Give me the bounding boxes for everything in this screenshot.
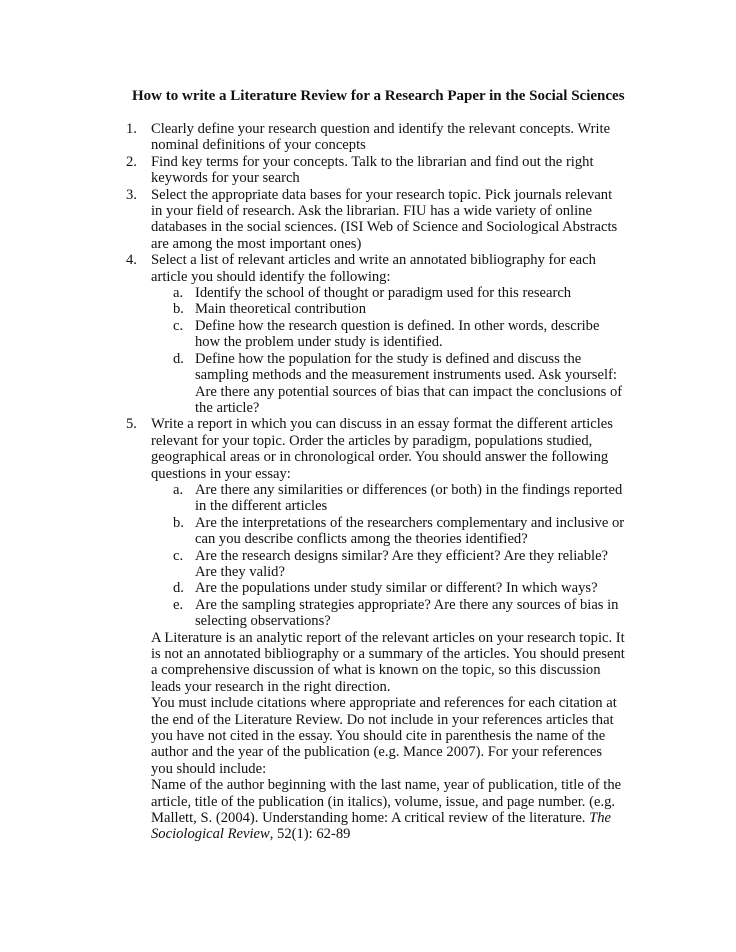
sub-item-letter: c. (173, 317, 184, 334)
list-item-text: Find key terms for your concepts. Talk to the librarian and find out the right keywords for your search (151, 153, 594, 187)
reference-text: Name of the author beginning with the last name, year of publication, title of the article, title of the publication (in italics), volume, issue, and page number. (e.g. Mallett, S. (2004). Understanding home: A critical review of the literature. (151, 777, 622, 827)
sub-item-4d (126, 351, 626, 417)
sub-item-letter: d. (173, 580, 184, 597)
sub-item-text: Are the populations under study similar or different? In which ways? (195, 580, 598, 597)
sub-item-text: Identify the school of thought or paradigm used for this research (195, 285, 572, 302)
sub-item-text: Are the interpretations of the researchers complementary and inclusive or can you describe conflicts among the theories identified? (195, 514, 625, 548)
sub-item-5d (126, 580, 626, 596)
sub-item-5c (126, 548, 626, 581)
list-number: 2. (126, 153, 137, 170)
reference-journal: The Sociological Review (151, 810, 611, 843)
list-item-text: Clearly define your research question and identify the relevant concepts. Write nominal definitions of your concepts (151, 121, 611, 154)
list-number: 5. (126, 416, 137, 433)
list-item-text: Write a report in which you can discuss in an essay format the different articles relevant for your topic. Order the articles by paradigm, populations studied, geographical areas or in chronological order. You should answer the following questions in your essay: (151, 416, 613, 482)
list-item-text: Select a list of relevant articles and write an annotated bibliography for each article you should identify the following: (151, 252, 596, 285)
sub-item-letter: b. (173, 514, 184, 531)
paragraph-citations: You must include citations where appropriate and references for each citation at the end of the Literature Review. Do not include in your references articles that you have not cited in the essay. You should cite in parenthesis the name of the author and the year of the publication (e.g. Mance 2007). For your references you should include: (151, 695, 617, 777)
sub-item-text: Define how the research question is defined. In other words, describe how the problem under study is identified. (195, 317, 600, 351)
list-number: 1. (126, 121, 137, 137)
sub-item-5b (126, 515, 626, 548)
sub-item-letter: e. (173, 596, 184, 613)
list-number: 4. (126, 252, 137, 269)
reference-tail: , 52(1): 62-89 (269, 826, 351, 843)
list-number: 3. (126, 186, 137, 203)
sub-item-4b (126, 301, 626, 317)
list-item-2 (126, 154, 626, 187)
list-item-3 (126, 187, 626, 253)
sub-item-text: Define how the population for the study is defined and discuss the sampling methods and the measurement instruments used. Ask yourself: Are there any potential sources of bias that can impact the conclusions of the article? (195, 350, 623, 416)
sub-item-text: Are the sampling strategies appropriate? Are there any sources of bias in selecting observations? (195, 596, 619, 630)
sub-item-5e (126, 597, 626, 630)
sub-item-letter: a. (173, 481, 184, 498)
sub-item-4c (126, 318, 626, 351)
sub-item-text: Main theoretical contribution (195, 301, 367, 318)
sub-item-text: Are the research designs similar? Are they efficient? Are they reliable? Are they valid? (195, 547, 609, 580)
sub-item-letter: c. (173, 547, 184, 564)
paragraph-definition: A Literature is an analytic report of the relevant articles on your research topic. It is not an annotated bibliography or a summary of the articles. You should present a comprehensive discussion of what is known on the topic, so this discussion leads your research in the right direction. (151, 629, 625, 695)
document-title: How to write a Literature Review for a Research Paper in the Social Sciences (132, 88, 625, 104)
sub-item-5a (126, 482, 626, 515)
sub-item-letter: b. (173, 301, 184, 318)
document-body (126, 121, 626, 843)
list-item-5 (126, 416, 626, 482)
paragraph-reference-format (126, 777, 626, 843)
sub-item-letter: a. (173, 285, 184, 302)
sub-item-4a (126, 285, 626, 301)
sub-item-letter: d. (173, 350, 184, 367)
list-item-4 (126, 252, 626, 285)
sub-item-text: Are there any similarities or differences (or both) in the findings reported in the different articles (195, 481, 623, 515)
list-item-text: Select the appropriate data bases for your research topic. Pick journals relevant in your field of research. Ask the librarian. FIU has a wide variety of online databases in the social sciences. (ISI Web of Science and Sociological Abstracts are among the most important ones) (151, 186, 618, 252)
list-item-1 (126, 121, 626, 154)
